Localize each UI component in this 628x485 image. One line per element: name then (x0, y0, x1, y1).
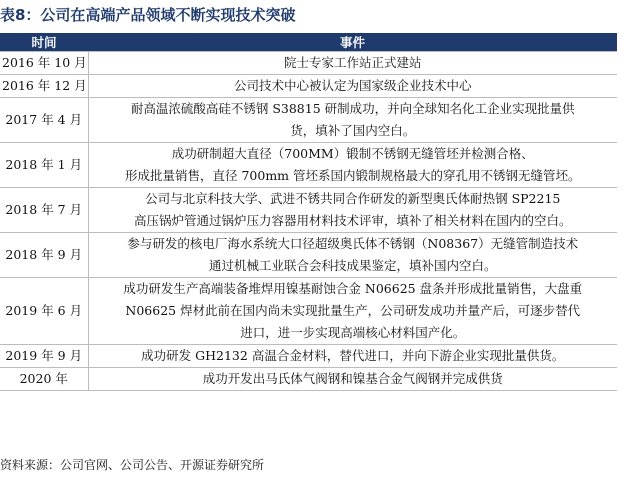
table-row (0, 98, 617, 143)
source-note: 资料来源：公司官网、公司公告、开源证券研究所 (0, 458, 265, 472)
row-event (88, 75, 617, 98)
table-row (0, 52, 617, 75)
row-event (88, 233, 617, 278)
row-time: 2017 年 4 月 (0, 98, 88, 143)
event-line: 进口，进一步实现高端核心材料国产化。 (240, 325, 466, 340)
table-body (0, 52, 617, 391)
event-line: 院士专家工作站正式建站 (283, 55, 422, 70)
event-line: 形成批量销售，直径 700mm 管坯系国内锻制规格最大的穿孔用不锈钢无缝管坯。 (124, 168, 581, 183)
row-event (88, 368, 617, 391)
table-title: 表8：公司在高端产品领域不断实现技术突破 (0, 6, 296, 24)
row-time: 2019 年 6 月 (0, 278, 88, 345)
row-time: 2019 年 9 月 (0, 345, 88, 368)
row-time: 2016 年 10 月 (0, 52, 88, 75)
table-row (0, 233, 617, 278)
row-time: 2018 年 1 月 (0, 143, 88, 188)
event-line: 参与研发的核电厂海水系统大口径超级奥氏体不锈钢（N08367）无缝管制造技术 (127, 236, 579, 251)
row-event (88, 345, 617, 368)
event-line: 通过机械工业联合会科技成果鉴定，填补国内空白。 (208, 258, 497, 273)
row-time: 2016 年 12 月 (0, 75, 88, 98)
row-event (88, 52, 617, 75)
event-line: 公司与北京科技大学、武进不锈共同合作研发的新型奥氏体耐热钢 SP2215 (145, 191, 561, 206)
table-row (0, 345, 617, 368)
table-row (0, 368, 617, 391)
event-line: 货，填补了国内空白。 (290, 123, 416, 138)
header-time: 时间 (0, 33, 88, 52)
event-line: 高压锅炉管通过锅炉压力容器用材料技术评审，填补了相关材料在国内的空白。 (133, 213, 572, 228)
header-event: 事件 (88, 33, 617, 52)
row-event (88, 278, 617, 345)
event-line: 耐高温浓硫酸高硅不锈钢 S38815 研制成功，并向全球知名化工企业实现批量供 (130, 101, 575, 116)
events-table (0, 33, 617, 391)
table-header-row (0, 33, 617, 52)
table-row (0, 143, 617, 188)
event-line: 成功研发 GH2132 高温合金材料，替代进口，并向下游企业实现批量供货。 (141, 348, 565, 363)
row-event (88, 143, 617, 188)
row-event (88, 98, 617, 143)
row-time: 2018 年 7 月 (0, 188, 88, 233)
table-row (0, 188, 617, 233)
row-time: 2020 年 (0, 368, 88, 391)
row-time: 2018 年 9 月 (0, 233, 88, 278)
event-line: 成功研发生产高端装备堆焊用镍基耐蚀合金 N06625 盘条并形成批量销售，大盘重 (123, 281, 583, 296)
table-row (0, 278, 617, 345)
table-row (0, 75, 617, 98)
event-line: 成功开发出马氏体气阀钢和镍基合金气阀钢并完成供货 (202, 371, 503, 386)
row-event (88, 188, 617, 233)
event-line: 成功研制超大直径（700MM）锻制不锈钢无缝管坯并检测合格、 (171, 146, 534, 161)
event-line: N06625 焊材此前在国内尚未实现批量生产，公司研发成功并量产后，可逐步替代 (125, 303, 581, 318)
event-line: 公司技术中心被认定为国家级企业技术中心 (233, 78, 472, 93)
